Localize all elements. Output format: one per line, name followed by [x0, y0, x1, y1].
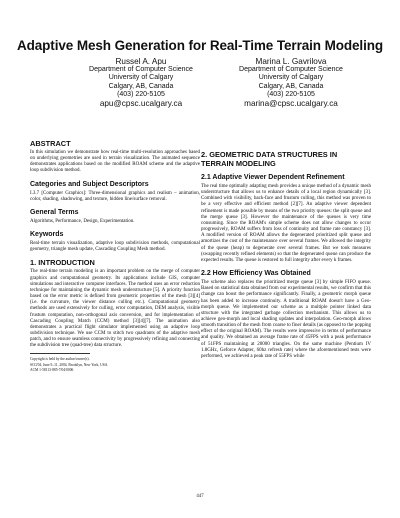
footnote-copyright: Copyright is held by the author/owner(s).: [30, 357, 90, 362]
footnote-rule: [30, 353, 90, 354]
footnote-acm: ACM 1-58113-885-7/04/0006: [30, 368, 74, 373]
abstract-text: In this simulation we demonstrate how real-time multi-resolution approaches based on underlying geometries are used in terrain visualization. The animated sequence demonstrates applications based on the modified ROAM scheme and the adaptive loop subdivision method.: [30, 150, 200, 174]
author-name: Marina L. Gavrilova: [255, 57, 327, 66]
section2-2-text: The scheme also replaces the prioritized merge queue [3] by simple FIFO queue. Based on statistical data obtained from our experimental results, we confirm that this change can boost the performance significantly. Finally, a geometric morph queue has been added to increase continuity. A traditional ROAM doesn't have a Geo-morph queue. We implemented our scheme as a multiple pointer linked data structure with the integrated garbage collection mechanism. This allows us to achieve geo-morph and local shading updates and interpolation. Geo-morph allows smooth transition of the mesh from coarse to finer details (as opposed to the popping effect of the original ROAM). The results were impressive in terms of performance and quality. We obtained an average frame rate of 45FPS with a peak performance of 51FPS maintaining at 20000 triangles. On the same machine (Pentium IV 1.8GHz, Geforce Adapter, 60hz refresh rate) where the aforementioned tests were performed, we achieved a peak rate of 55FPS while: [201, 280, 371, 359]
right-column: [201, 150, 371, 360]
intro-heading: 1. INTRODUCTION: [30, 258, 95, 268]
author-phone: (403) 220-5105: [117, 90, 165, 98]
author-email[interactable]: marina@cpsc.ucalgary.ca: [244, 99, 338, 109]
left-column: [30, 139, 200, 374]
author-univ: University of Calgary: [108, 74, 174, 82]
author-dept: Department of Computer Science: [239, 66, 343, 73]
page-number: 447: [196, 494, 204, 499]
general-terms-text: Algorithms, Performance, Design, Experimentation.: [30, 218, 135, 224]
author-city: Calgary, AB, Canada: [258, 82, 324, 90]
author-name: Russel A. Apu: [115, 57, 167, 66]
section2-2-heading: 2.2 How Efficiency Was Obtained: [201, 270, 311, 278]
categories-heading: Categories and Subject Descriptors: [30, 180, 149, 188]
general-terms-heading: General Terms: [30, 208, 79, 216]
footnote-conference: SCG'04, June 9–11, 2004, Brooklyn, New York, USA.: [30, 362, 109, 367]
author-block-2: [206, 57, 376, 109]
author-email[interactable]: apu@cpsc.ucalgary.ca: [99, 99, 183, 109]
section2-1-heading: 2.1 Adaptive Viewer Dependent Refinement: [201, 174, 345, 181]
author-phone: (403) 220-5105: [267, 90, 315, 98]
author-city: Calgary, AB, Canada: [108, 82, 174, 90]
section2-1-text: The real time optimally adapting mesh provides a unique method of a dynamic mesh understructure that allows us to enhance details of a local region dynamically [3]. Combined with visibility, back-face and frustum culling, this method was proven to be a very effective and efficient method [2][7]. An adaptive viewer dependent refinement is made possible by means of the two priority queues: the split queue and the merge queue [3]. However the maintenance of the queues is very time consuming. Since the ROAM's simple scheme does not allow changes to occur progressively, ROAM suffers from loss of continuity and frame rate constancy [3]. A modified version of ROAM allows the degenerated prioritized split queue and amortizes the cost of the maintenance over several frames. We allowed the integrity of the queue (heap) to degenerate over several frames. But we took measures (swapping recently refined elements) so that the degenerated queue can produce the expected results. The queue is restored to full integrity after every k frames.: [201, 184, 371, 263]
author-univ: University of Calgary: [258, 74, 324, 82]
paper-title: Adaptive Mesh Generation for Real-Time Terrain Modeling: [16, 38, 384, 53]
intro-text: The real-time terrain modeling is an important problem on the merge of computer graphics and computational geometry. Its applications include GIS, computer simulations and interactive computer interfaces. The method uses an error reduction technique for maintaining the dynamic mesh understructure [5]. A priority function based on the error metric is defined from geometric properties of the mesh [3][4] (i.e. the curvature, the viewer distance culling etc.). Computational geometry methods are used extensively for culling, error computation, DEM analysis, visible frustum computation, non-orthogonal axis conversion, and for implementation of Cascading Coupling Match (CCM) method [3][4][7]. The animation also demonstrates a practical flight simulator implemented using an adaptive loop subdivision technique. We use CCM to stitch two quadrants of the adaptive mesh patch, and to ensure seamless connectivity by progressively refining and connecting the subdivision tree (quad-tree) data structure.: [30, 269, 200, 349]
keywords-heading: Keywords: [30, 231, 64, 239]
abstract-heading: ABSTRACT: [30, 139, 71, 148]
author-dept: Department of Computer Science: [89, 66, 193, 73]
keywords-text: Real-time terrain visualization, adaptive loop subdivision methods, computational geometry, triangle mesh update, Cascading Coupling Mesh method.: [30, 241, 200, 253]
author-block-1: [56, 57, 226, 109]
section2-heading: 2. GEOMETRIC DATA STRUCTURES IN TERRAIN MODELING: [201, 150, 338, 168]
categories-text: I.3.7 [Computer Graphics]: Three-dimensional graphics and realism – animation, color, shading, shadowing, and texture, hidden line/surface removal.: [30, 190, 200, 202]
